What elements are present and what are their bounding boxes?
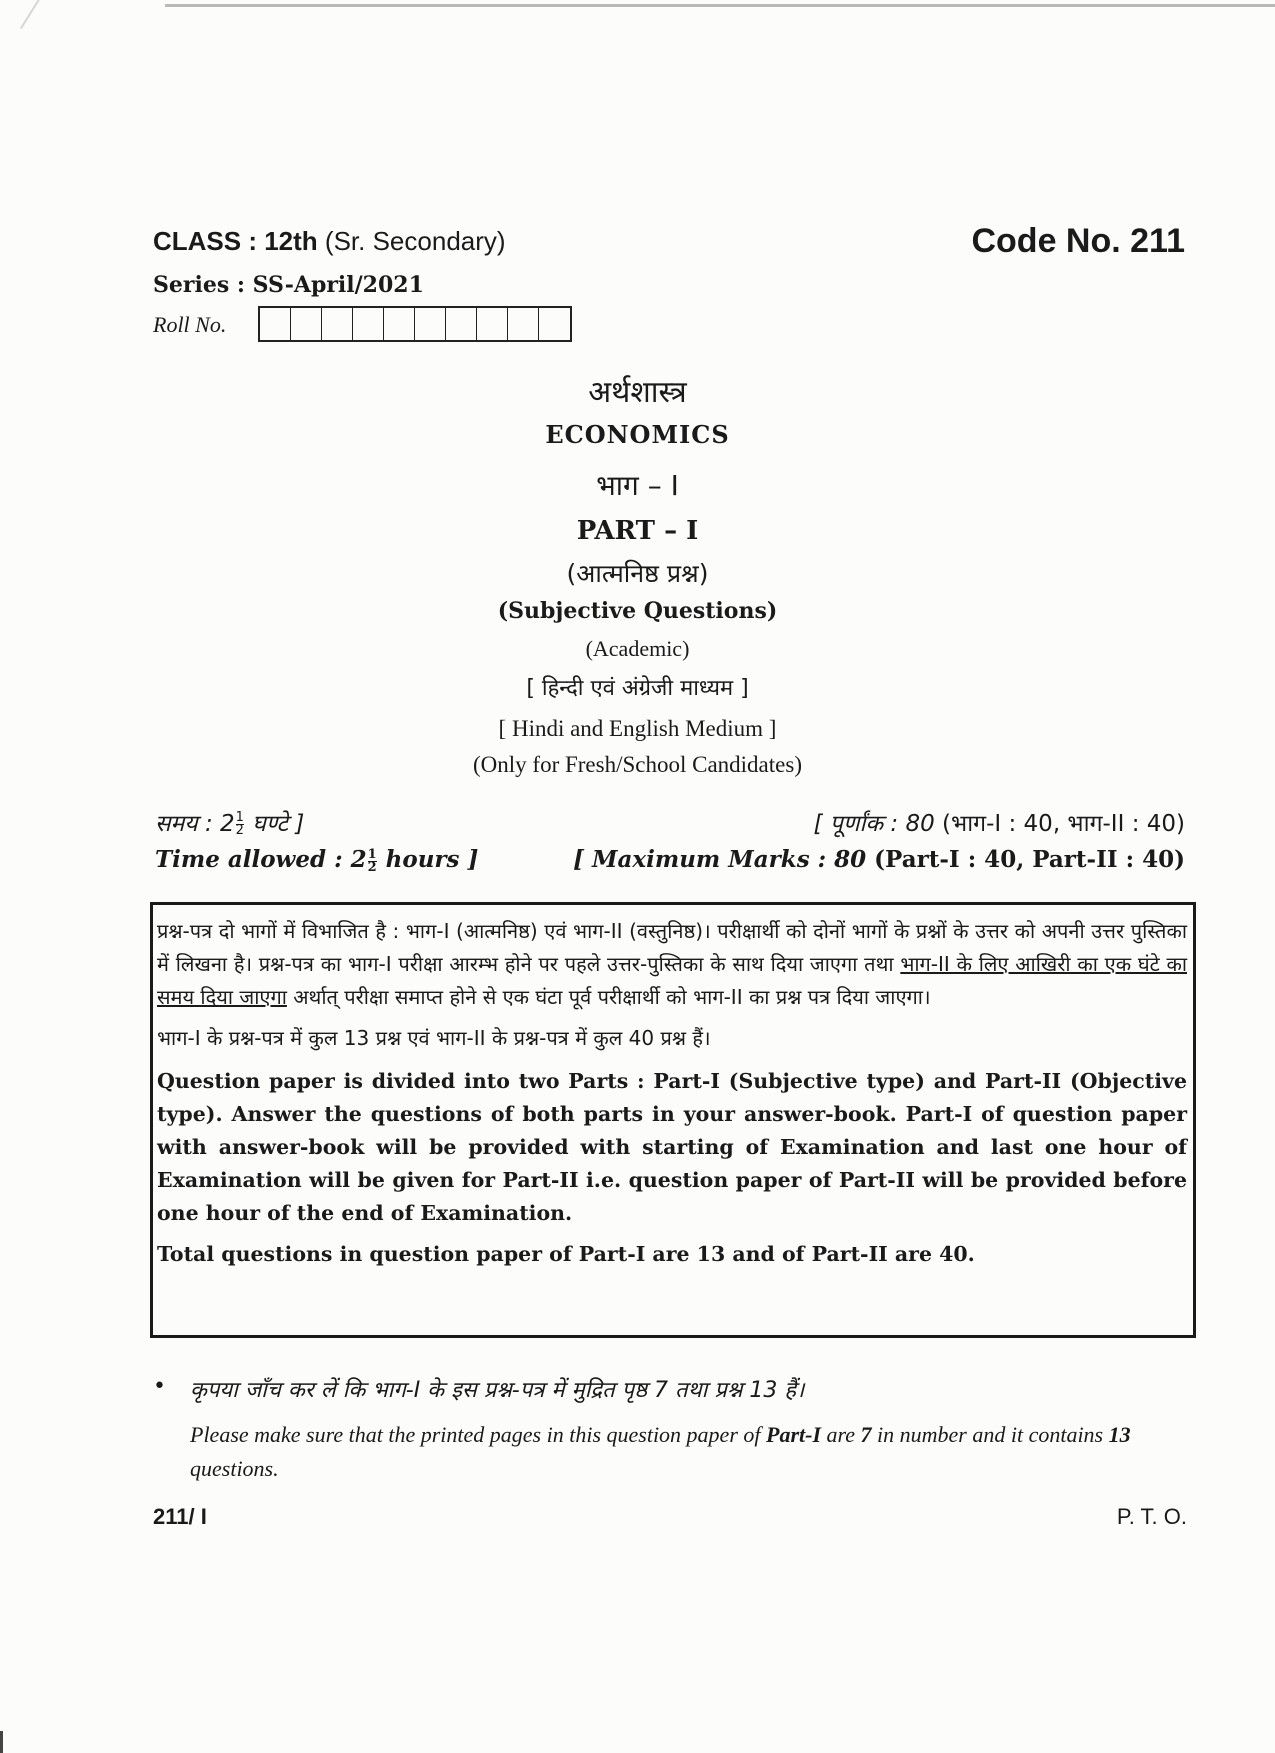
scan-top-edge <box>165 4 1275 7</box>
time-allowed-english: Time allowed : 2 $\frac{1}{2}$ hours ] <box>155 846 479 875</box>
paper-fold-line <box>20 0 101 29</box>
candidates-note: (Only for Fresh/School Candidates) <box>473 752 802 777</box>
part-title-english: PART – I <box>576 516 699 546</box>
bullet-icon: • <box>153 1374 166 1399</box>
fraction-half: $\frac{1}{2}$ <box>367 846 377 875</box>
underlined-instruction: भाग-II के लिए आखिरी का एक घंटे का समय दिया जाएगा <box>157 952 1188 1009</box>
instructions-english-question-count: Total questions in question paper of Part-I are 13 and of Part-II are 40. <box>157 1242 975 1266</box>
roll-number-label: Roll No. <box>153 312 227 337</box>
roll-digit-box[interactable] <box>353 308 384 340</box>
max-marks-english: [ Maximum Marks : 80 (Part-I : 40, Part-II : 40) <box>573 846 1185 873</box>
roll-digit-box[interactable] <box>539 308 570 340</box>
footer-pto: P. T. O. <box>1116 1504 1187 1529</box>
footer-paper-code: 211/ I <box>153 1504 207 1529</box>
roll-digit-box[interactable] <box>384 308 415 340</box>
scan-edge-mark <box>0 1731 3 1753</box>
roll-digit-box[interactable] <box>415 308 446 340</box>
instructions-hindi-question-count: भाग-I के प्रश्न-पत्र में कुल 13 प्रश्न एवं भाग-II के प्रश्न-पत्र में कुल 40 प्रश्न हैं। <box>157 1026 711 1050</box>
max-marks-hindi: [ पूर्णांक : 80 (भाग-I : 40, भाग-II : 40) <box>813 811 1185 837</box>
series-line: Series : SS-April/2021 <box>153 272 424 298</box>
roll-digit-box[interactable] <box>477 308 508 340</box>
page-check-note-hindi: कृपया जाँच कर लें कि भाग-I के इस प्रश्न-पत्र में मुद्रित पृष्ठ 7 तथा प्रश्न 13 हैं। <box>190 1378 805 1403</box>
roll-digit-box[interactable] <box>260 308 291 340</box>
code-number: Code No. 211 <box>971 222 1185 260</box>
page-check-note-english: Please make sure that the printed pages in this question paper of Part-I are 7 in number and it contains 13 questions. <box>190 1422 1131 1481</box>
subject-title-hindi: अर्थशास्त्र <box>588 375 687 410</box>
roll-digit-box[interactable] <box>291 308 322 340</box>
question-type-english: (Subjective Questions) <box>497 598 778 624</box>
instructions-hindi-paragraph: प्रश्न-पत्र दो भागों में विभाजित है : भाग-I (आत्मनिष्ठ) एवं भाग-II (वस्तुनिष्ठ)। परीक्षार्थी को दोनों भागों के प्रश्नों के उत्तर को अपनी उत्तर पुस्तिका में लिखना है। प्रश्न-पत्र का भाग-I परीक्षा आरम्भ होने पर पहले उत्तर-पुस्तिका के साथ दिया जाएगा तथा भाग-II के लिए आखिरी का एक घंटे का समय दिया जाएगा अर्थात् परीक्षा समाप्त होने से एक घंटा पूर्व परीक्षार्थी को भाग-II का प्रश्न पत्र दिया जाएगा। <box>157 919 1188 1009</box>
medium-english: [ Hindi and English Medium ] <box>498 716 777 741</box>
instructions-english-paragraph: Question paper is divided into two Parts : Part-I (Subjective type) and Part-II (Objective type). Answer the questions of both parts in your answer-book. Part-I of question paper with answer-book will be provided with starting of Examination and last one hour of Examination will be given for Part-II i.e. question paper of Part-II will be provided before one hour of the end of Examination. <box>157 1069 1187 1225</box>
part-title-hindi: भाग – I <box>596 469 679 502</box>
roll-number-boxes[interactable] <box>258 306 572 342</box>
class-line: CLASS : 12th (Sr. Secondary) <box>153 226 506 256</box>
roll-digit-box[interactable] <box>322 308 353 340</box>
roll-digit-box[interactable] <box>446 308 477 340</box>
medium-hindi: [ हिन्दी एवं अंग्रेजी माध्यम ] <box>526 676 749 701</box>
question-type-hindi: (आत्मनिष्ठ प्रश्न) <box>566 559 709 588</box>
time-allowed-hindi: समय : 2 $\frac{1}{2}$ घण्टे ] <box>155 810 305 838</box>
fraction-half: $\frac{1}{2}$ <box>235 810 244 838</box>
stream-label: (Academic) <box>585 636 690 661</box>
instructions-box <box>150 902 1196 1338</box>
subject-title-english: ECONOMICS <box>545 420 730 449</box>
roll-digit-box[interactable] <box>508 308 539 340</box>
